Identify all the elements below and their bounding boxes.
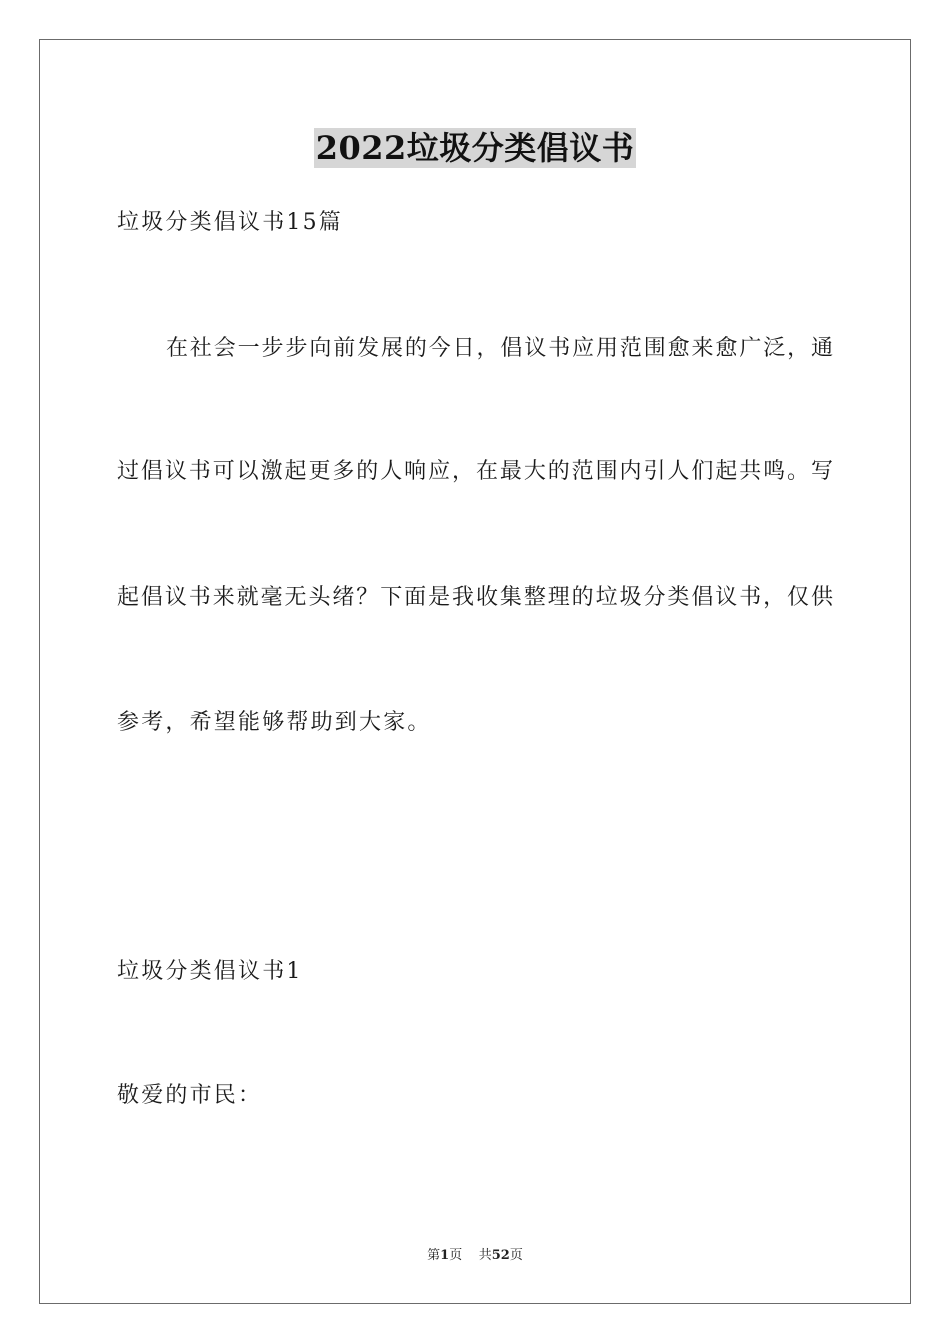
footer-page-suffix: 页: [449, 1248, 463, 1263]
section-heading: 垃圾分类倡议书1: [117, 959, 303, 984]
footer-page-number: 1: [440, 1248, 450, 1263]
page-footer: [0, 1247, 950, 1265]
intro-line-4: 参考，希望能够帮助到大家。: [117, 710, 432, 735]
footer-total-pages: 52: [491, 1248, 510, 1263]
intro-line-3: 起倡议书来就毫无头绪？下面是我收集整理的垃圾分类倡议书，仅供: [117, 585, 833, 610]
document-subtitle: 垃圾分类倡议书15篇: [117, 210, 343, 235]
document-title-container: [0, 128, 950, 168]
footer-page-prefix: 第: [427, 1248, 441, 1263]
footer-total-suffix: 页: [509, 1248, 523, 1263]
document-title: 2022垃圾分类倡议书: [315, 129, 635, 167]
intro-line-2: 过倡议书可以激起更多的人响应，在最大的范围内引人们起共鸣。写: [117, 459, 833, 484]
intro-line-1: 在社会一步步向前发展的今日，倡议书应用范围愈来愈广泛，通: [166, 336, 833, 361]
salutation: 敬爱的市民：: [117, 1083, 263, 1108]
footer-total-prefix: 共: [478, 1248, 492, 1263]
